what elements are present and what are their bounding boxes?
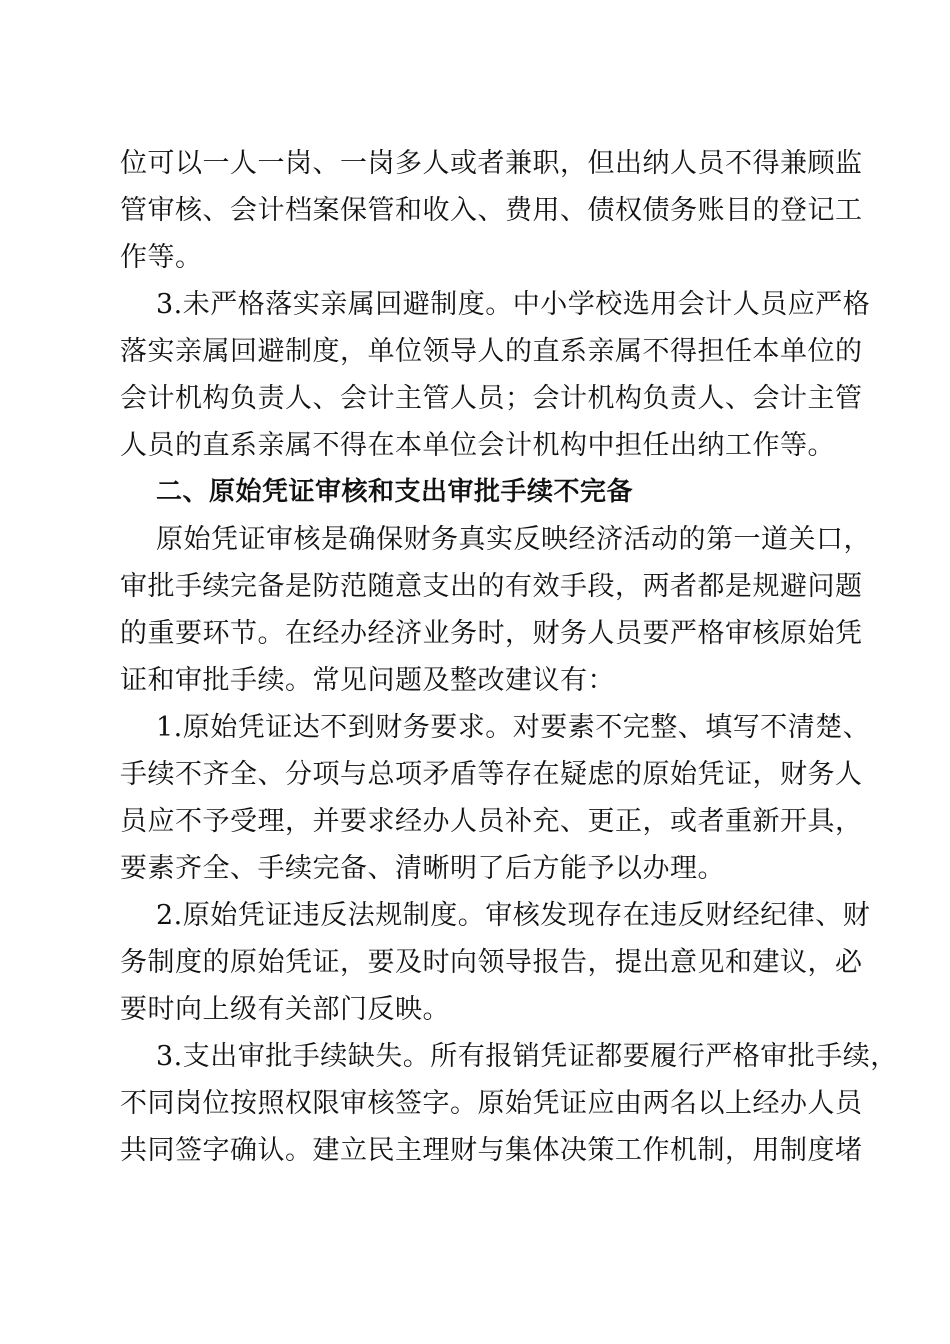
text-line: 原始凭证审核是确保财务真实反映经济活动的第一道关口，: [156, 524, 871, 555]
text-line: 人员的直系亲属不得在本单位会计机构中担任出纳工作等。: [120, 430, 835, 461]
document-body: [120, 140, 898, 1174]
text-line: 手续不齐全、分项与总项矛盾等存在疑虑的原始凭证，财务人: [120, 759, 863, 790]
text-line: 位可以一人一岗、一岗多人或者兼职，但出纳人员不得兼顾监: [120, 148, 863, 179]
text-line: 审批手续完备是防范随意支出的有效手段，两者都是规避问题: [120, 571, 863, 602]
text-line: 务制度的原始凭证，要及时向领导报告，提出意见和建议，必: [120, 947, 863, 978]
text-line: 作等。: [120, 242, 203, 273]
text-line: 员应不予受理，并要求经办人员补充、更正，或者重新开具，: [120, 806, 863, 837]
text-line: 2.原始凭证违反法规制度。审核发现存在违反财经纪律、财: [156, 900, 871, 931]
text-line: 1.原始凭证达不到财务要求。对要素不完整、填写不清楚、: [156, 712, 871, 743]
paragraph-item-3-approval: [120, 1033, 898, 1174]
text-line: 的重要环节。在经办经济业务时，财务人员要严格审核原始凭: [120, 618, 863, 649]
paragraph-item-1: [120, 704, 871, 892]
paragraph-intro: [120, 516, 871, 704]
text-line: 落实亲属回避制度，单位领导人的直系亲属不得担任本单位的: [120, 336, 863, 367]
text-line: 管审核、会计档案保管和收入、费用、债权债务账目的登记工: [120, 195, 863, 226]
text-line: 不同岗位按照权限审核签字。原始凭证应由两名以上经办人员: [120, 1088, 863, 1119]
text-line: 3.支出审批手续缺失。所有报销凭证都要履行严格审批手续，: [156, 1041, 898, 1072]
text-line: 要时向上级有关部门反映。: [120, 994, 450, 1025]
paragraph-continued: [120, 140, 863, 281]
text-line: 要素齐全、手续完备、清晰明了后方能予以办理。: [120, 853, 725, 884]
text-line: 共同签字确认。建立民主理财与集体决策工作机制，用制度堵: [120, 1135, 863, 1166]
text-line: 会计机构负责人、会计主管人员；会计机构负责人、会计主管: [120, 383, 863, 414]
text-line: 证和审批手续。常见问题及整改建议有：: [120, 665, 615, 696]
text-line: 3.未严格落实亲属回避制度。中小学校选用会计人员应严格: [156, 289, 871, 320]
paragraph-item-2: [120, 892, 871, 1033]
paragraph-item-3-avoidance: [120, 281, 871, 469]
section-heading: 二、原始凭证审核和支出审批手续不完备: [156, 477, 634, 507]
